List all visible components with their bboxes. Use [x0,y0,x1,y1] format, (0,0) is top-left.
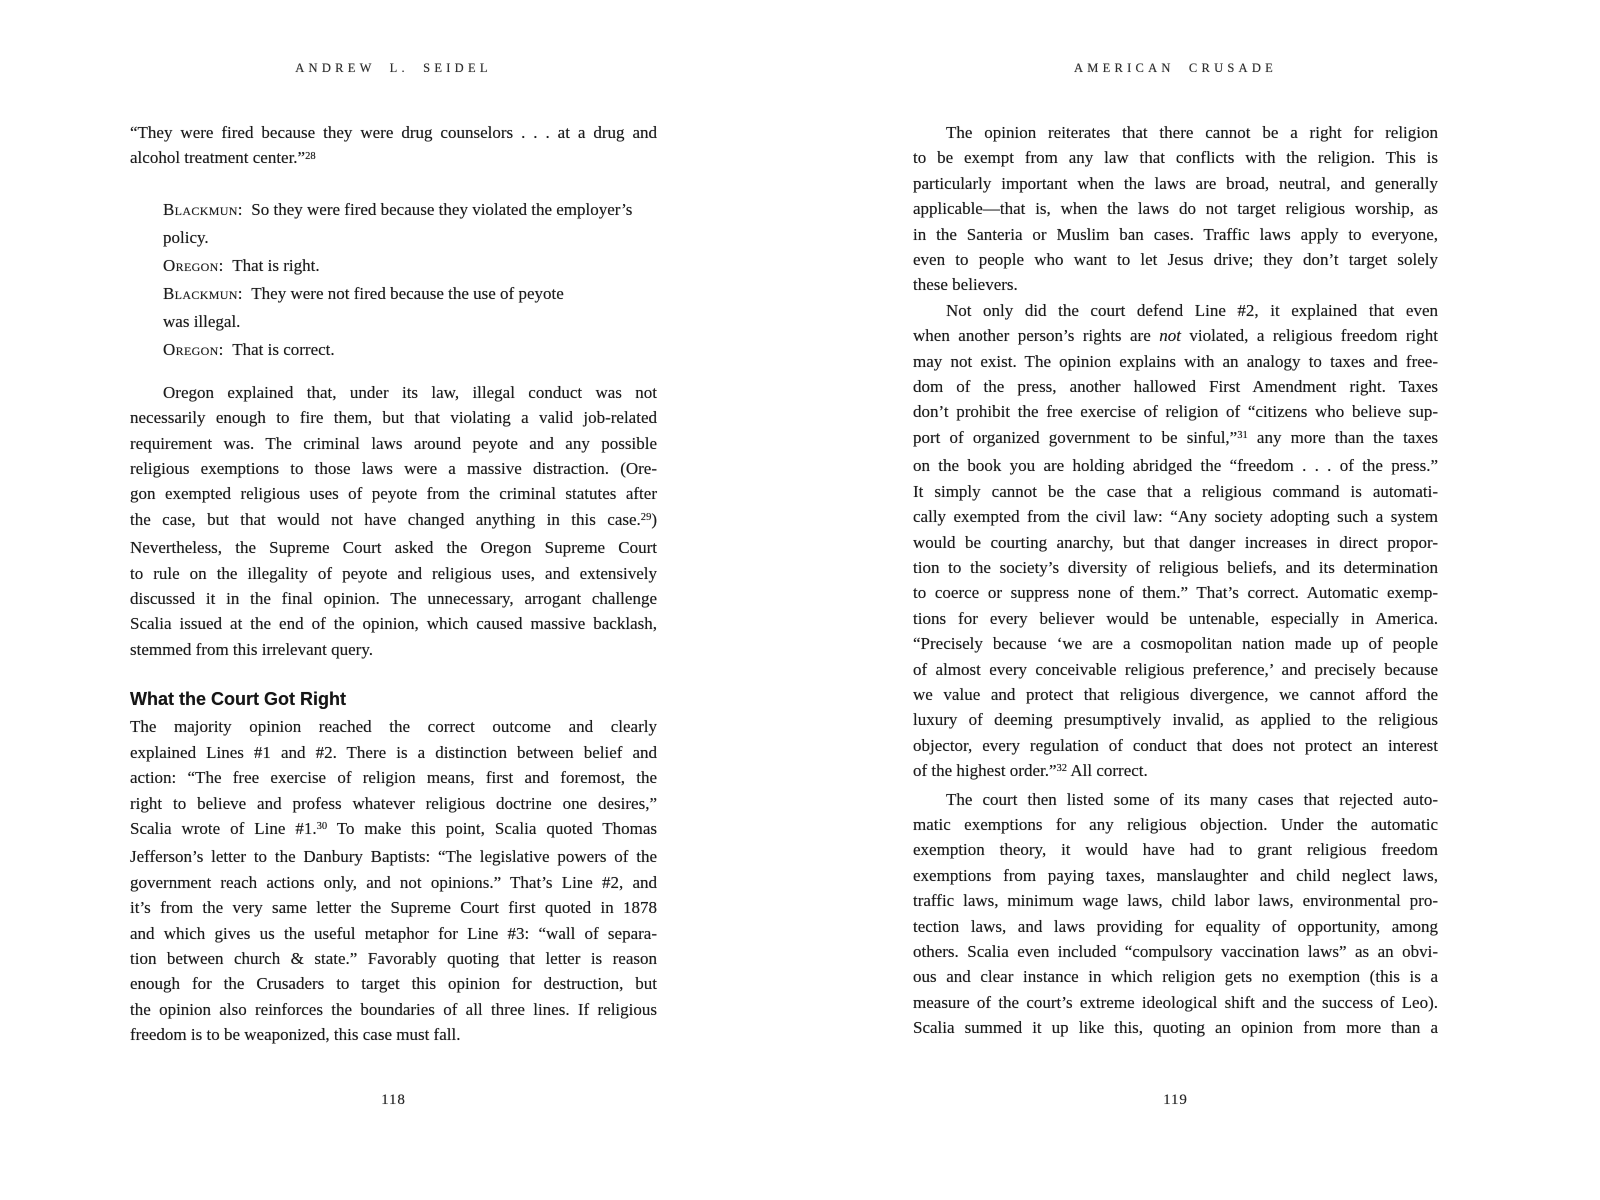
text-line: cally exempted from the civil law: “Any society adopting such a system [913,507,1438,527]
text-line: to coerce or suppress none of them.” That’s correct. Automatic exemp- [913,583,1438,603]
text-line: gon exempted religious uses of peyote from the criminal statutes after [130,484,657,504]
text-line: don’t prohibit the free exercise of religion of “citizens who believe sup- [913,402,1438,422]
text-line: exemption theory, it would have had to grant religious freedom [913,840,1438,860]
page-right-content [913,120,1438,1041]
text-line: particularly important when the laws are broad, neutral, and generally [913,173,1438,193]
text-line: luxury of deeming presumptively invalid, as applied to the religious [913,710,1438,730]
text-line: port of organized government to be sinful,”$^{31}$ any more than the taxes [913,427,1438,447]
text-line: requirement was. The criminal laws around peyote and any possible [130,433,657,453]
paragraph [913,120,1438,298]
text-line: was illegal. [163,311,241,331]
text-line: ous and clear instance in which religion gets no exemption (this is a [913,967,1438,987]
text-line: traffic laws, minimum wage laws, child labor laws, environmental pro- [913,891,1438,911]
text-line: explained Lines #1 and #2. There is a distinction between belief and [130,742,657,762]
text-line: the opinion also reinforces the boundaries of all three lines. If religious [130,999,657,1019]
text-line: dom of the press, another hallowed First Amendment right. Taxes [913,377,1438,397]
text-line: Oregon explained that, under its law, illegal conduct was not [163,382,657,402]
page-number-right: 119 [1163,1092,1188,1108]
text-line: when another person’s rights are not violated, a religious freedom right [913,326,1438,346]
text-line: government reach actions only, and not opinions.” That’s Line #2, and [130,872,657,892]
text-line: Scalia wrote of Line #1.30 To make this point, Scalia quoted Thomas [130,818,658,838]
text-line: tion between church & state.” Favorably quoting that letter is reason [130,948,657,968]
text-line: religious exemptions to those laws were a massive distraction. (Ore- [130,459,657,479]
text-line: alcohol treatment center.”$^{28}$ [130,148,316,168]
text-line: Not only did the court defend Line #2, it explained that even [946,300,1438,320]
text-line: matic exemptions for any religious objection. Under the automatic [913,814,1438,834]
paragraph [130,380,657,662]
text-line: stemmed from this irrelevant query. [130,639,373,659]
text-line: these believers. [913,275,1018,295]
text-line: measure of the court’s extreme ideological shift and the success of Leo). [913,992,1438,1012]
running-head-author: ANDREW L. SEIDEL [295,61,492,75]
text-line: “They were fired because they were drug counselors . . . at a drug and [130,123,657,142]
text-line: exemptions from paying taxes, manslaughter and child neglect laws, [913,865,1438,885]
text-line: The opinion reiterates that there cannot be a right for religion [946,123,1438,142]
text-line: freedom is to be weaponized, this case must fall. [130,1025,461,1045]
paragraph [913,298,1438,787]
text-line: the case, but that would not have changed anything in this case.$^{29}$) [130,509,657,529]
text-line: applicable—that is, when the laws do not target religious worship, as [913,199,1438,219]
page-left [130,0,657,1200]
text-line: Blackmun: So they were fired because they violated the employer’s [163,199,633,219]
text-line: objector, every regulation of conduct that does not protect an interest [913,735,1438,755]
text-line: The majority opinion reached the correct outcome and clearly [130,717,657,737]
text-line: of the highest order.”$^{32}$ All correct. [913,761,1148,781]
text-line: Blackmun: They were not fired because the use of peyote [163,283,564,303]
text-line: tions for every believer would be untenable, especially in America. [913,608,1438,628]
text-line: It simply cannot be the case that a religious command is automati- [913,481,1438,501]
text-line: necessarily enough to fire them, but that violating a valid job-related [130,408,657,428]
text-line: we value and protect that religious divergence, we cannot afford the [913,684,1438,704]
text-line: Nevertheless, the Supreme Court asked the Oregon Supreme Court [130,538,657,558]
text-line: to rule on the illegality of peyote and religious uses, and extensively [130,563,657,583]
text-line: Oregon: That is correct. [163,339,335,359]
text-line: of almost every conceivable religious preference,’ and precisely because [913,659,1438,679]
text-line: Jefferson’s letter to the Danbury Baptists: “The legislative powers of the [130,847,657,867]
text-line: Scalia issued at the end of the opinion, which caused massive backlash, [130,614,657,634]
text-line: and which gives us the useful metaphor for Line #3: “wall of separa- [130,923,657,943]
text-line: may not exist. The opinion explains with an analogy to taxes and free- [913,351,1438,371]
paragraph [913,787,1438,1041]
text-line: in the Santeria or Muslim ban cases. Traffic laws apply to everyone, [913,224,1438,244]
text-line: Oregon: That is right. [163,255,320,275]
text-line: “Precisely because ‘we are a cosmopolitan nation made up of people [913,634,1438,654]
page-number-left: 118 [381,1092,406,1108]
section-heading: What the Court Got Right [130,689,346,710]
text-line: would be courting anarchy, but that danger increases in direct propor- [913,532,1438,552]
text-line: discussed it in the final opinion. The unnecessary, arrogant challenge [130,589,657,609]
text-line: it’s from the very same letter the Supreme Court first quoted in 1878 [130,898,657,918]
paragraph [130,714,657,1047]
text-line: on the book you are holding abridged the “freedom . . . of the press.” [913,456,1438,476]
text-line: right to believe and profess whatever religious doctrine one desires,” [130,793,657,813]
text-line: tection laws, and laws providing for equality of opportunity, among [913,916,1438,936]
text-line: enough for the Crusaders to target this opinion for destruction, but [130,974,657,994]
page-right [913,0,1438,1200]
text-line: tion to the society’s diversity of religious beliefs, and its determination [913,557,1438,577]
text-line: even to people who want to let Jesus drive; they don’t target solely [913,250,1438,270]
text-line: The court then listed some of its many cases that rejected auto- [946,789,1438,809]
running-head-title: AMERICAN CRUSADE [1073,61,1277,75]
text-line: others. Scalia even included “compulsory vaccination laws” as an obvi- [913,942,1438,961]
text-line: action: “The free exercise of religion means, first and foremost, the [130,768,657,788]
text-line: to be exempt from any law that conflicts with the religion. This is [913,148,1438,168]
text-line: Scalia summed it up like this, quoting an opinion from more than a [913,1018,1438,1038]
paragraph [130,120,657,174]
text-line: policy. [163,227,209,247]
block-quote [130,196,657,364]
page-left-content [130,120,657,1048]
